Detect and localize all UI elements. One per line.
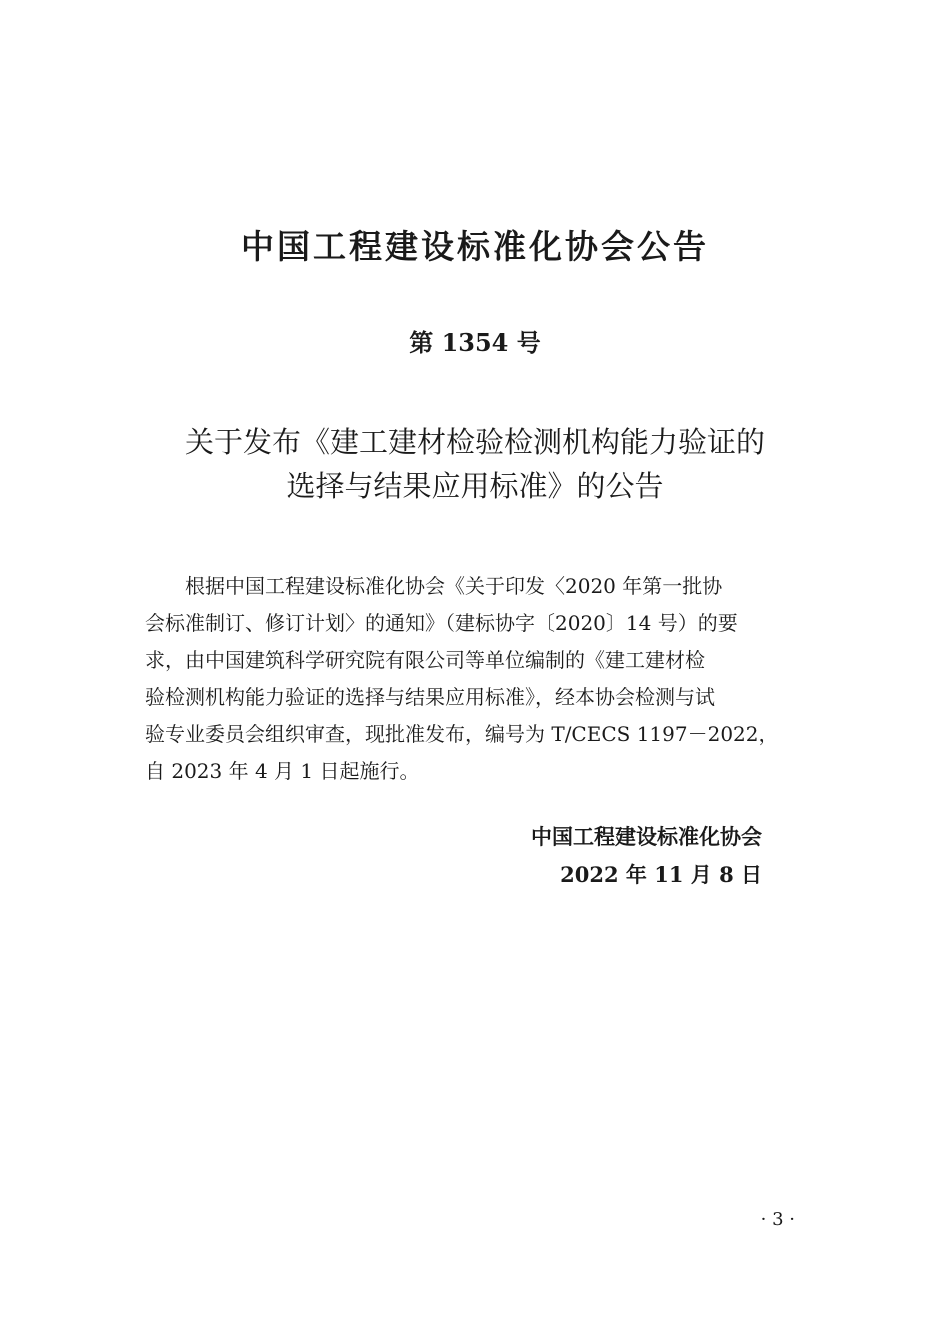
signature-organization: 中国工程建设标准化协会 — [531, 825, 762, 849]
body-line: 验专业委员会组织审查，现批准发布，编号为 T/CECS 1197－2022， — [145, 722, 779, 746]
body-line: 会标准制订、修订计划〉的通知》（建标协字〔2020〕14 号）的要 — [145, 611, 738, 635]
signature-block — [531, 818, 762, 894]
body-line: 根据中国工程建设标准化协会《关于印发〈2020 年第一批协 — [185, 574, 723, 598]
signature-date: 2022 年 11 月 8 日 — [560, 862, 762, 887]
organization-title: 中国工程建设标准化协会公告 — [241, 227, 709, 266]
page-number: · 3 · — [760, 1209, 795, 1230]
body-line: 验检测机构能力验证的选择与结果应用标准》，经本协会检测与试 — [145, 685, 715, 709]
notice-number: 第 1354 号 — [409, 328, 541, 357]
notice-subject — [0, 420, 950, 508]
notice-body — [145, 568, 815, 790]
subject-line-1: 关于发布《建工建材检验检测机构能力验证的 — [184, 425, 765, 459]
body-line: 求，由中国建筑科学研究院有限公司等单位编制的《建工建材检 — [145, 648, 705, 672]
body-line: 自 2023 年 4 月 1 日起施行。 — [145, 759, 420, 783]
subject-line-2: 选择与结果应用标准》的公告 — [286, 469, 664, 503]
